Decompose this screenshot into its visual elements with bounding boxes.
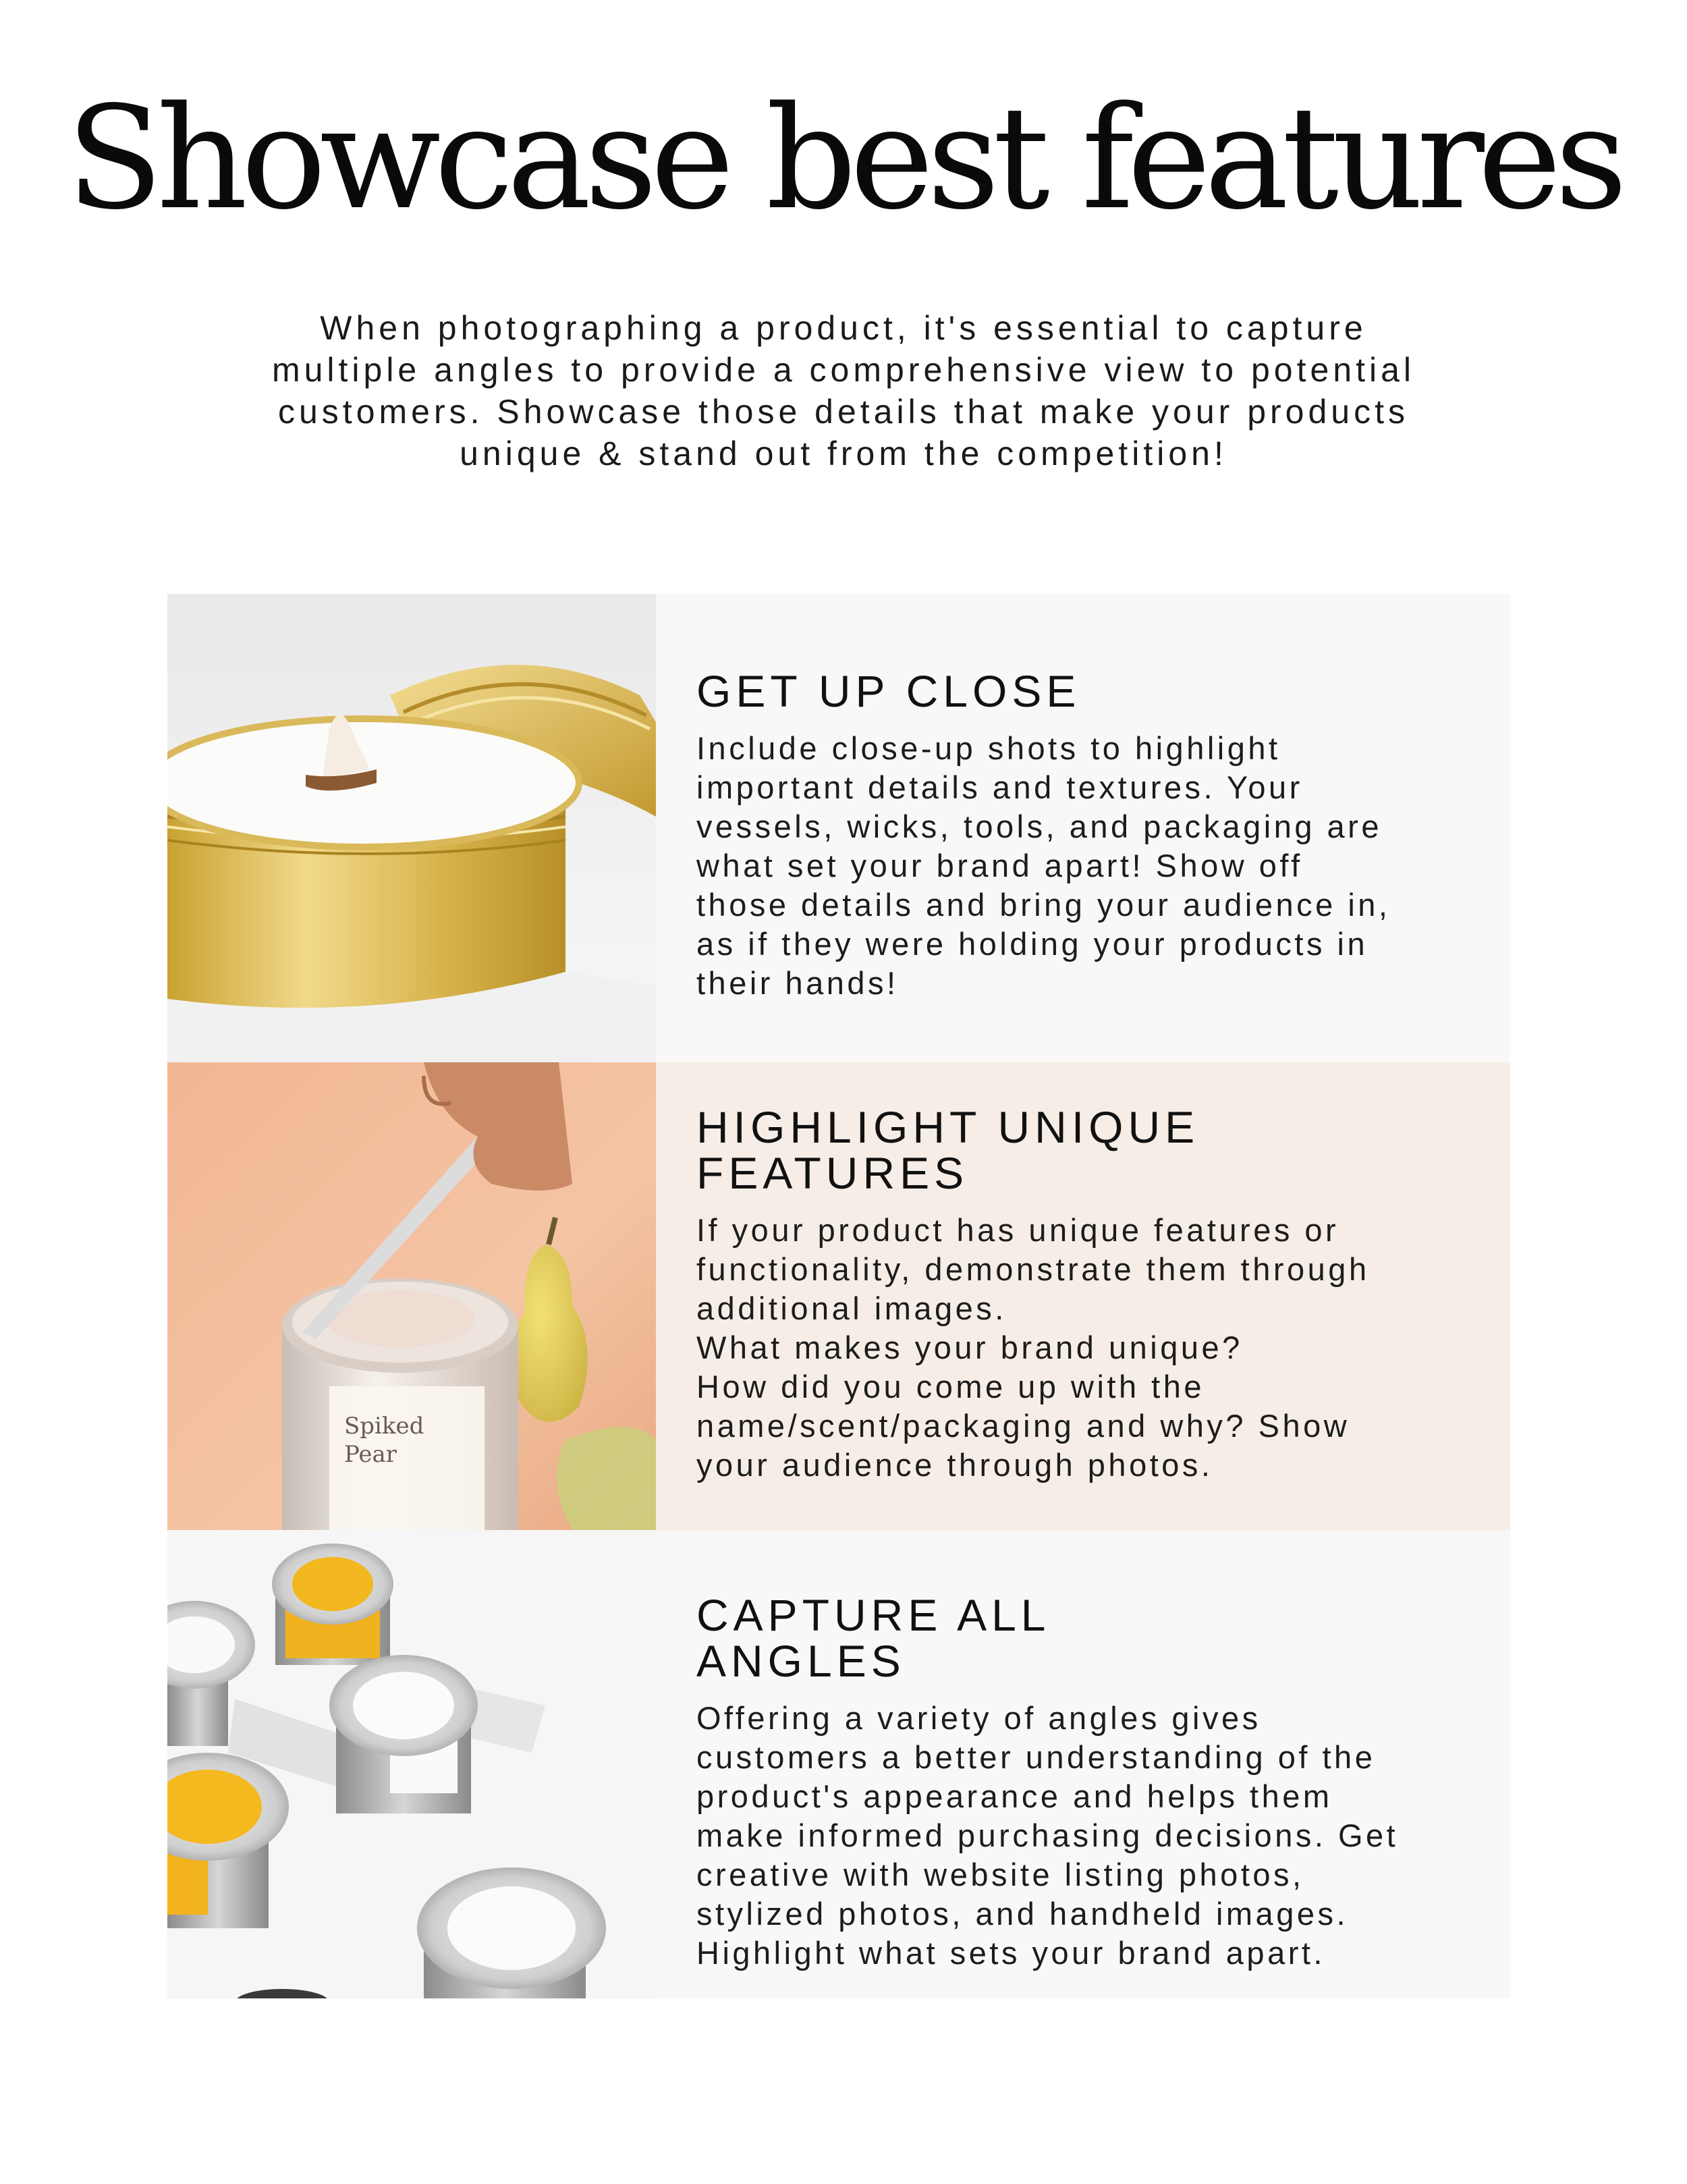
tin-label-text: Spiked (344, 1413, 424, 1440)
feature-body-line: customers a better understanding of the (696, 1739, 1376, 1775)
feature-row-highlight-unique (167, 1062, 1510, 1530)
feature-body-line: what set your brand apart! Show off (696, 848, 1303, 883)
feature-body-line: your audience through photos. (696, 1447, 1213, 1483)
feature-body-line: How did you come up with the (696, 1369, 1205, 1404)
page-title: Showcase best features (66, 76, 1621, 241)
feature-body-line: important details and textures. Your (696, 769, 1303, 805)
feature-body-line: stylized photos, and handheld images. (696, 1896, 1349, 1932)
feature-row-capture-angles (167, 1530, 1510, 1998)
intro-line: customers. Showcase those details that make your products (278, 393, 1409, 431)
hand-opening-tin-photo (167, 1062, 656, 1530)
feature-body-line: product's appearance and helps them (696, 1778, 1333, 1814)
feature-body (696, 1699, 1456, 1973)
intro-line: unique & stand out from the competition! (460, 435, 1227, 472)
feature-body-line: make informed purchasing decisions. Get (696, 1818, 1399, 1853)
feature-body-line: those details and bring your audience in, (696, 887, 1391, 923)
tin-label-text: Pear (344, 1441, 397, 1468)
feature-text-panel (656, 594, 1510, 1062)
feature-body (696, 729, 1456, 1003)
feature-body-line: as if they were holding your products in (696, 926, 1368, 962)
feature-body-line: name/scent/packaging and why? Show (696, 1408, 1350, 1444)
feature-text-panel (656, 1530, 1510, 1998)
feature-body-line: additional images. (696, 1290, 1007, 1326)
intro-line: multiple angles to provide a comprehensive view to potential (271, 351, 1416, 389)
feature-body-line: vessels, wicks, tools, and packaging are (696, 809, 1382, 844)
feature-heading: CAPTURE ALL ANGLES (696, 1590, 1049, 1686)
feature-body (696, 1211, 1456, 1485)
silver-tins-overhead-photo (167, 1530, 656, 1998)
intro-line: When photographing a product, it's essential to capture (320, 309, 1367, 347)
feature-body-line: Include close-up shots to highlight (696, 730, 1281, 766)
feature-body-line: If your product has unique features or (696, 1212, 1339, 1248)
feature-body-line: What makes your brand unique? (696, 1330, 1243, 1365)
intro-paragraph (223, 307, 1464, 474)
feature-body-line: their hands! (696, 965, 899, 1001)
feature-body-line: creative with website listing photos, (696, 1857, 1304, 1892)
feature-heading: HIGHLIGHT UNIQUE FEATURES (696, 1102, 1200, 1198)
features-list (167, 594, 1510, 1998)
feature-row-get-up-close (167, 594, 1510, 1062)
feature-body-line: Highlight what sets your brand apart. (696, 1935, 1325, 1971)
feature-body-line: Offering a variety of angles gives (696, 1700, 1261, 1736)
gold-tin-candle-photo (167, 594, 656, 1062)
feature-heading: GET UP CLOSE (696, 666, 1081, 716)
feature-body-line: functionality, demonstrate them through (696, 1251, 1370, 1287)
feature-text-panel (656, 1062, 1510, 1530)
